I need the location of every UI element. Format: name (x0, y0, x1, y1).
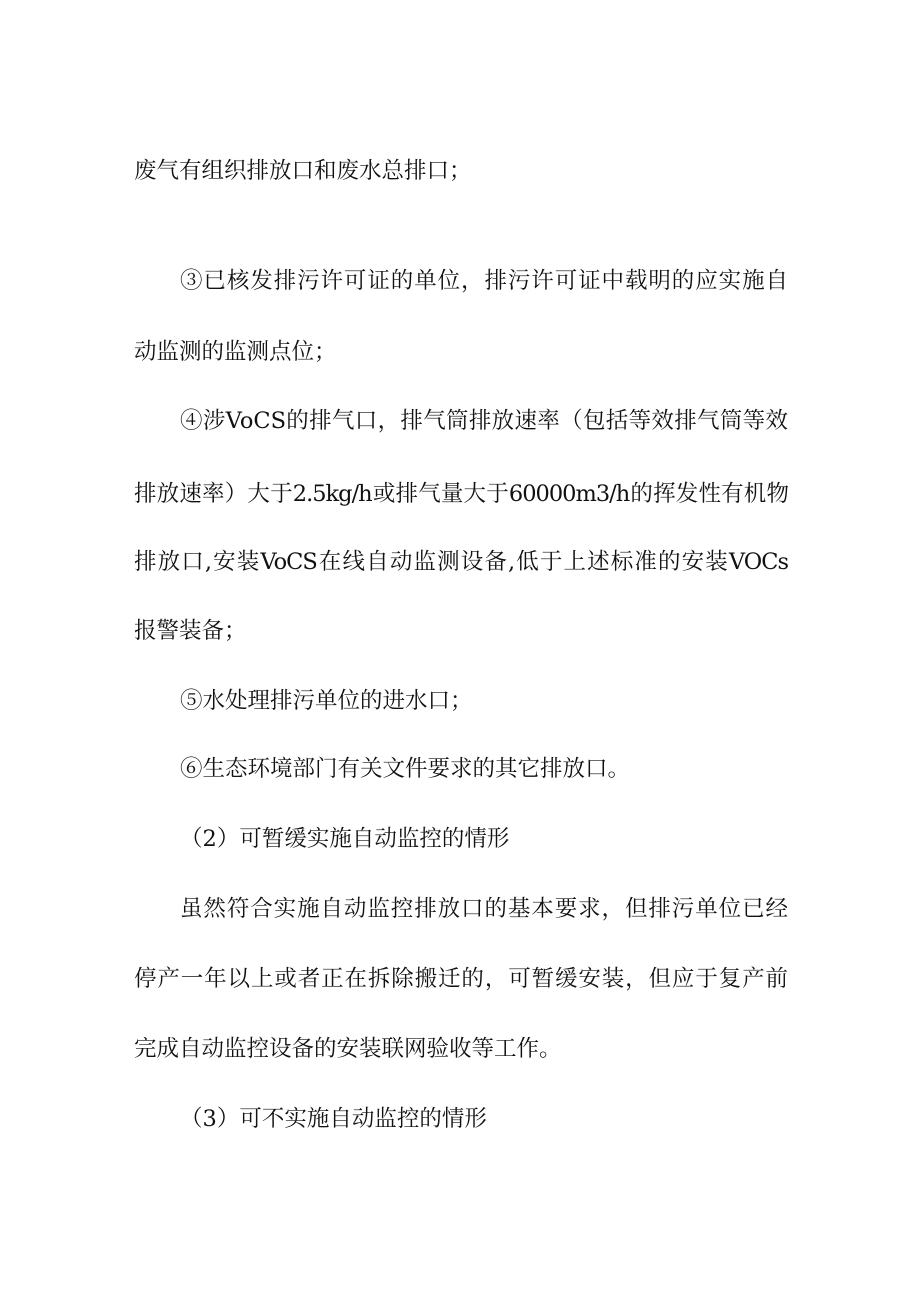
text-line: ④涉VoCS的排气口，排气筒排放速率（包括等效排气筒等效 (180, 408, 788, 434)
text-line: 停产一年以上或者正在拆除搬迁的，可暂缓安装，但应于复产前 (134, 966, 788, 992)
text-line: 动监测的监测点位； (134, 339, 337, 365)
text-line: 完成自动监控设备的安装联网验收等工作。 (134, 1036, 562, 1062)
text-line: 报警装备； (134, 618, 247, 644)
text-line: 排放速率）大于2.5kg/h或排气量大于60000m3/h的挥发性有机物 (134, 481, 788, 507)
text-line: ⑤水处理排污单位的进水口； (180, 688, 473, 714)
text-line: 虽然符合实施自动监控排放口的基本要求，但排污单位已经 (180, 896, 788, 922)
text-line: 废气有组织排放口和废水总排口； (134, 158, 472, 184)
section-heading: （2）可暂缓实施自动监控的情形 (180, 826, 510, 852)
section-heading: （3）可不实施自动监控的情形 (180, 1106, 487, 1132)
text-line: 排放口,安装VoCS在线自动监测设备,低于上述标准的安装VOCs (134, 549, 788, 575)
text-line: ③已核发排污许可证的单位，排污许可证中载明的应实施自 (180, 268, 788, 294)
text-line: ⑥生态环境部门有关文件要求的其它排放口。 (180, 756, 631, 782)
